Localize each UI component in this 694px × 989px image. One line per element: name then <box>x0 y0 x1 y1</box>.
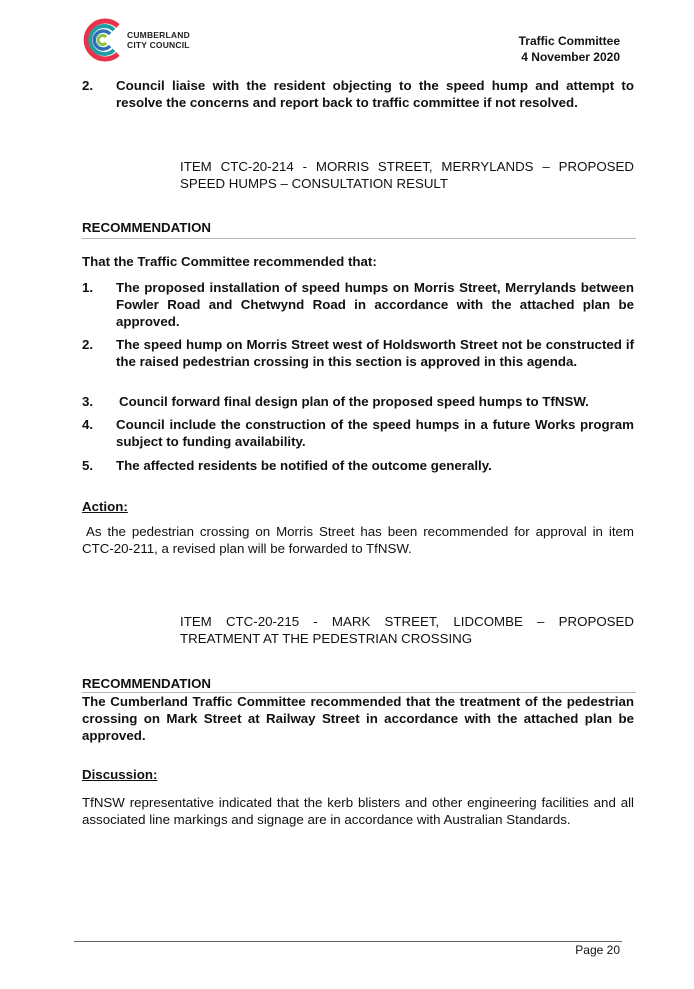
logo-text <box>127 30 190 50</box>
logo-line-2: CITY COUNCIL <box>127 40 190 50</box>
meeting-date: 4 November 2020 <box>521 50 620 64</box>
recommendation-heading: RECOMMENDATION <box>82 676 636 693</box>
list-item-number: 5. <box>82 458 94 473</box>
item-title: ITEM CTC-20-215 - MARK STREET, LIDCOMBE – PROPOSED TREATMENT AT THE PEDESTRIAN CROSSING <box>180 614 634 646</box>
list-item <box>82 279 634 330</box>
discussion-text: TfNSW representative indicated that the kerb blisters and other engineering facilities and all associated line markings and signage are in accordance with Australian Standards. <box>82 795 634 827</box>
discussion-heading-text: Discussion: <box>82 767 158 782</box>
recommendation-intro: That the Traffic Committee recommended that: <box>82 254 377 269</box>
action-heading <box>82 499 636 515</box>
list-item-number: 3. <box>82 394 94 409</box>
list-item-text: The proposed installation of speed humps on Morris Street, Merrylands between Fowler Road and Chetwynd Road in accordance with the attached plan be approved. <box>116 280 634 329</box>
discussion-heading <box>82 767 636 783</box>
list-item-number: 4. <box>82 417 94 432</box>
list-item-number: 2. <box>82 78 94 93</box>
footer-divider <box>74 941 622 942</box>
recommendation-heading: RECOMMENDATION <box>82 220 636 239</box>
list-item-number: 1. <box>82 280 94 295</box>
committee-name: Traffic Committee <box>518 34 620 48</box>
list-item <box>82 393 634 410</box>
item-title: ITEM CTC-20-214 - MORRIS STREET, MERRYLANDS – PROPOSED SPEED HUMPS – CONSULTATION RESULT <box>180 159 634 191</box>
list-item-number: 2. <box>82 337 94 352</box>
list-item <box>82 457 634 474</box>
recommendation-text: The Cumberland Traffic Committee recommended that the treatment of the pedestrian crossing on Mark Street at Railway Street in accordance with the attached plan be approved. <box>82 694 634 743</box>
list-item-text: The affected residents be notified of the outcome generally. <box>116 458 492 473</box>
list-item <box>82 416 634 450</box>
list-item <box>82 77 634 111</box>
action-text: As the pedestrian crossing on Morris Street has been recommended for approval in item CTC-20-211, a revised plan will be forwarded to TfNSW. <box>82 524 634 556</box>
header-info <box>519 33 620 65</box>
list-item-text: Council include the construction of the speed humps in a future Works program subject to funding availability. <box>116 417 634 449</box>
list-item-text: The speed hump on Morris Street west of Holdsworth Street not be constructed if the raised pedestrian crossing in this section is approved in this agenda. <box>116 337 634 369</box>
action-heading-text: Action: <box>82 499 128 514</box>
page-number: Page 20 <box>575 943 620 957</box>
logo-line-1: CUMBERLAND <box>127 30 190 40</box>
cumberland-logo-icon <box>78 14 128 66</box>
list-item <box>82 336 634 370</box>
list-item-text: Council forward final design plan of the proposed speed humps to TfNSW. <box>119 394 589 409</box>
list-item-text: Council liaise with the resident objecting to the speed hump and attempt to resolve the concerns and report back to traffic committee if not resolved. <box>116 78 634 110</box>
